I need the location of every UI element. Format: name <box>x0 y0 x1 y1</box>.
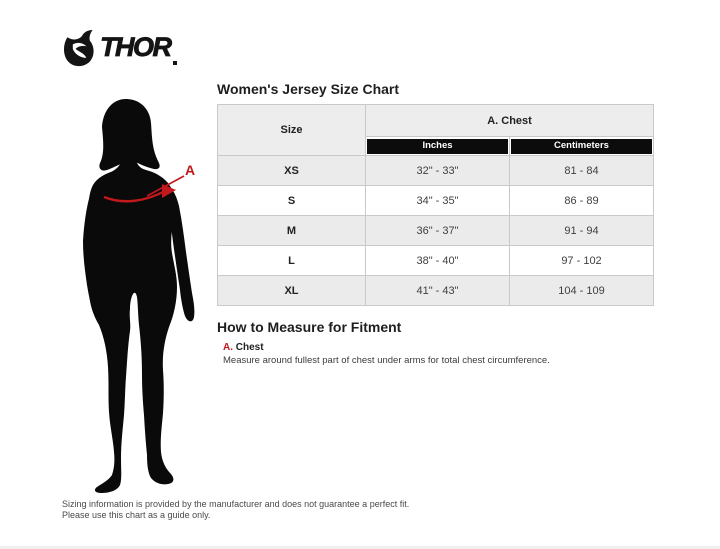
inches-cell: 41" - 43" <box>366 276 510 306</box>
column-header-centimeters: Centimeters <box>510 137 654 156</box>
woman-silhouette <box>62 95 222 495</box>
centimeters-cell: 91 - 94 <box>510 216 654 246</box>
measurement-label-a: A <box>185 162 196 178</box>
thor-horns-icon <box>62 27 98 69</box>
size-cell: M <box>218 216 366 246</box>
brand-name: THOR <box>100 32 171 62</box>
centimeters-cell: 97 - 102 <box>510 246 654 276</box>
measurement-figure <box>62 95 222 495</box>
inches-cell: 36" - 37" <box>366 216 510 246</box>
column-header-inches: Inches <box>366 137 510 156</box>
measure-name: Chest <box>235 342 264 353</box>
table-row-l <box>218 246 654 276</box>
measure-item-chest <box>223 342 663 366</box>
measure-description: Measure around fullest part of chest under arms for total chest circumference. <box>223 355 550 366</box>
table-row-m <box>218 216 654 246</box>
column-header-size: Size <box>218 105 366 156</box>
size-cell: S <box>218 186 366 216</box>
inches-cell: 32" - 33" <box>366 156 510 186</box>
column-header-chest: A. Chest <box>366 105 654 137</box>
size-chart-table <box>217 104 654 306</box>
table-row-xl <box>218 276 654 306</box>
inches-cell: 34" - 35" <box>366 186 510 216</box>
measure-item-title <box>223 342 663 353</box>
disclaimer <box>62 499 409 521</box>
brand-logo <box>62 27 177 69</box>
measure-letter: A. <box>223 342 233 353</box>
size-cell: L <box>218 246 366 276</box>
size-chart-title: Women's Jersey Size Chart <box>217 81 400 97</box>
disclaimer-line-1: Sizing information is provided by the manufacturer and does not guarantee a perfect fit. <box>62 499 410 509</box>
centimeters-cell: 86 - 89 <box>510 186 654 216</box>
size-cell: XL <box>218 276 366 306</box>
centimeters-cell: 81 - 84 <box>510 156 654 186</box>
inches-cell: 38" - 40" <box>366 246 510 276</box>
table-row-s <box>218 186 654 216</box>
disclaimer-line-2: Please use this chart as a guide only. <box>62 510 211 520</box>
table-row-xs <box>218 156 654 186</box>
measure-section-heading: How to Measure for Fitment <box>217 319 402 335</box>
size-cell: XS <box>218 156 366 186</box>
logo-dot <box>173 61 177 65</box>
centimeters-cell: 104 - 109 <box>510 276 654 306</box>
